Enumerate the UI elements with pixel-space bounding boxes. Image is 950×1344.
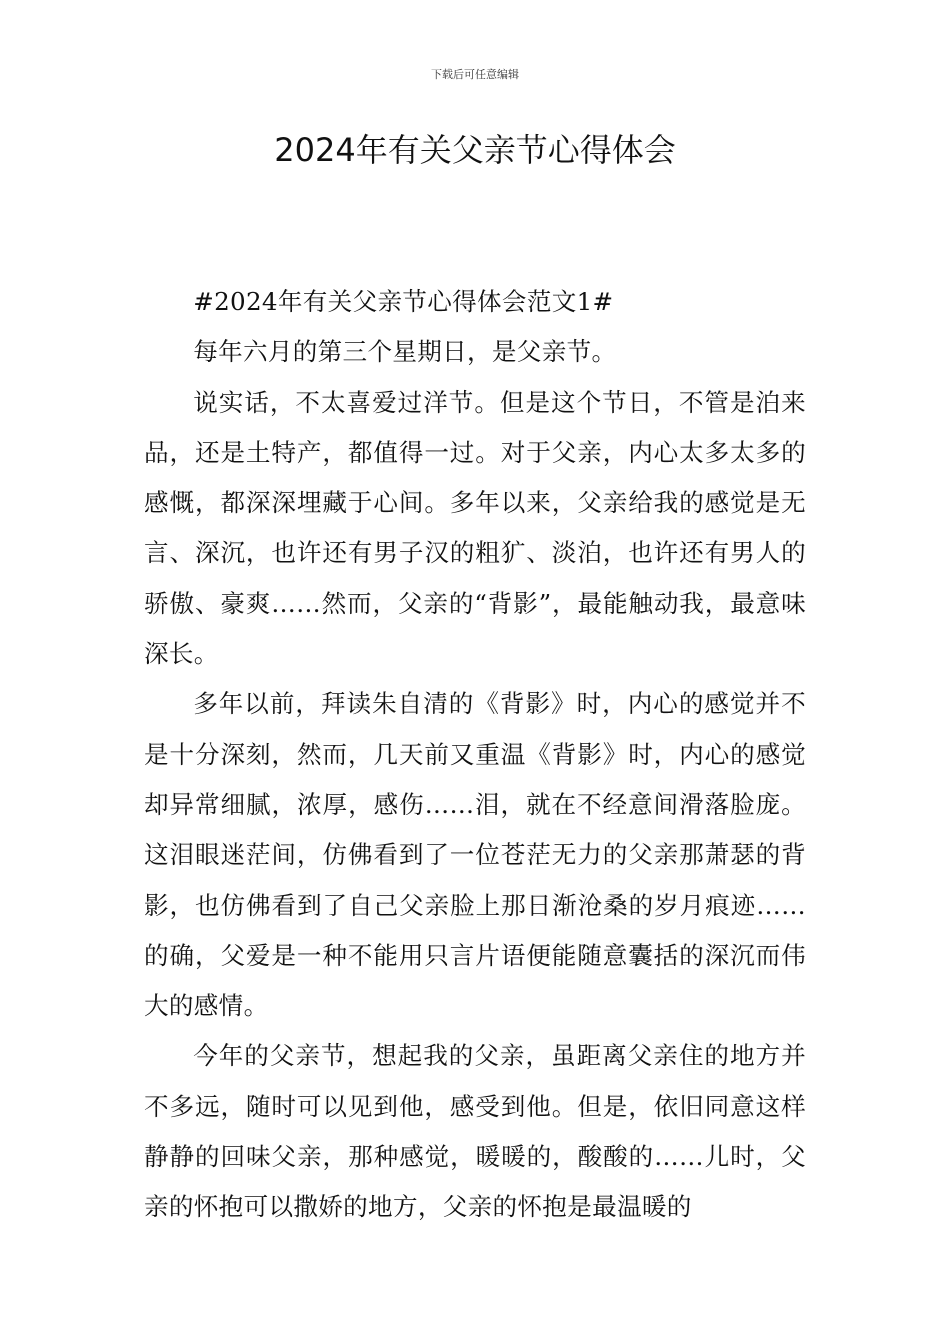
document-body — [144, 277, 806, 1233]
paragraph: 每年六月的第三个星期日，是父亲节。 — [193, 337, 617, 367]
paragraph: 说实话，不太喜爱过洋节。但是这个节日，不管是泊来品，还是土特产，都值得一过。对于父亲，内心太多太多的感慨，都深深埋藏于心间。多年以来，父亲给我的感觉是无言、深沉，也许还有男子汉的粗犷、淡泊，也许还有男人的骄傲、豪爽……然而，父亲的“背影”，最能触动我，最意味深长。 — [144, 387, 806, 669]
header-note: 下载后可任意编辑 — [431, 68, 519, 81]
paragraph-heading: #2024年有关父亲节心得体会范文1# — [193, 287, 614, 316]
paragraph: 多年以前，拜读朱自清的《背影》时，内心的感觉并不是十分深刻，然而，几天前又重温《背影》时，内心的感觉却异常细腻，浓厚，感伤……泪，就在不经意间滑落脸庞。这泪眼迷茫间，仿佛看到了一位苍茫无力的父亲那萧瑟的背影，也仿佛看到了自己父亲脸上那日渐沧桑的岁月痕迹……的确，父爱是一种不能用只言片语便能随意囊括的深沉而伟大的感情。 — [144, 689, 806, 1021]
document-title: 2024年有关父亲节心得体会 — [274, 131, 676, 169]
paragraph: 今年的父亲节，想起我的父亲，虽距离父亲住的地方并不多远，随时可以见到他，感受到他。但是，依旧同意这样静静的回味父亲，那种感觉，暖暖的，酸酸的……儿时，父亲的怀抱可以撒娇的地方，父亲的怀抱是最温暖的 — [144, 1041, 806, 1222]
